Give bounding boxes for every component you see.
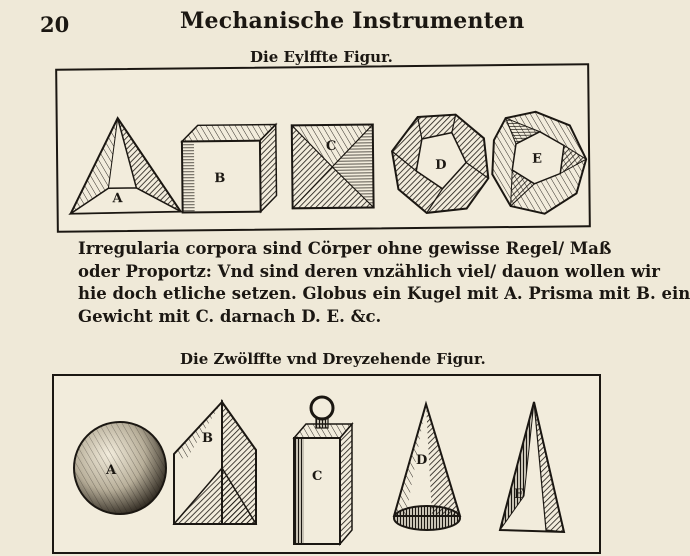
- pyramid-shape-c: [292, 124, 374, 208]
- figure-bottom-illustration: [54, 376, 599, 552]
- body-line: oder Proportz: Vnd sind deren vnzählich viel/ dauon wollen wir: [78, 261, 661, 281]
- label-a-top: A: [112, 191, 123, 207]
- label-b-bottom: B: [202, 431, 213, 446]
- figure-caption-bottom: Die Zwölffte vnd Dreyzehende Figur.: [180, 350, 486, 368]
- body-line: hie doch etliche setzen. Globus ein Kugel mit A. Prisma mit B. ein: [78, 284, 690, 303]
- label-e-top: E: [532, 151, 543, 167]
- body-line: Irregularia corpora sind Cörper ohne gewisse Regel/ Maß: [78, 239, 612, 258]
- figure-frame-bottom: [52, 374, 601, 554]
- label-b-top: B: [214, 171, 226, 187]
- label-d-bottom: D: [416, 453, 428, 468]
- label-a-bottom: A: [106, 463, 117, 478]
- icosahedron-shape-e: [492, 111, 587, 214]
- figure-caption-top: Die Eylffte Figur.: [250, 48, 393, 66]
- cube-shape-b: [182, 124, 277, 212]
- label-d-top: D: [435, 157, 447, 173]
- label-e-bottom: E: [514, 487, 524, 502]
- label-c-bottom: C: [312, 469, 323, 484]
- sphere-shape-a: [74, 422, 166, 514]
- label-c-top: C: [325, 138, 337, 154]
- triangular-pyramid-shape-e: [500, 402, 564, 532]
- figure-frame-top: [55, 63, 591, 233]
- tetrahedron-shape-a: [70, 117, 181, 213]
- body-paragraph: [78, 238, 690, 328]
- dodecahedron-shape-d: [392, 114, 489, 213]
- prism-shape-b: [174, 402, 256, 524]
- running-title: Mechanische Instrumenten: [180, 8, 525, 34]
- cone-shape-d: [394, 404, 460, 530]
- page-number: 20: [40, 12, 70, 37]
- figure-top-illustration: [57, 65, 589, 231]
- body-line: Gewicht mit C. darnach D. E. &c.: [78, 306, 382, 326]
- weight-shape-c: [294, 397, 352, 544]
